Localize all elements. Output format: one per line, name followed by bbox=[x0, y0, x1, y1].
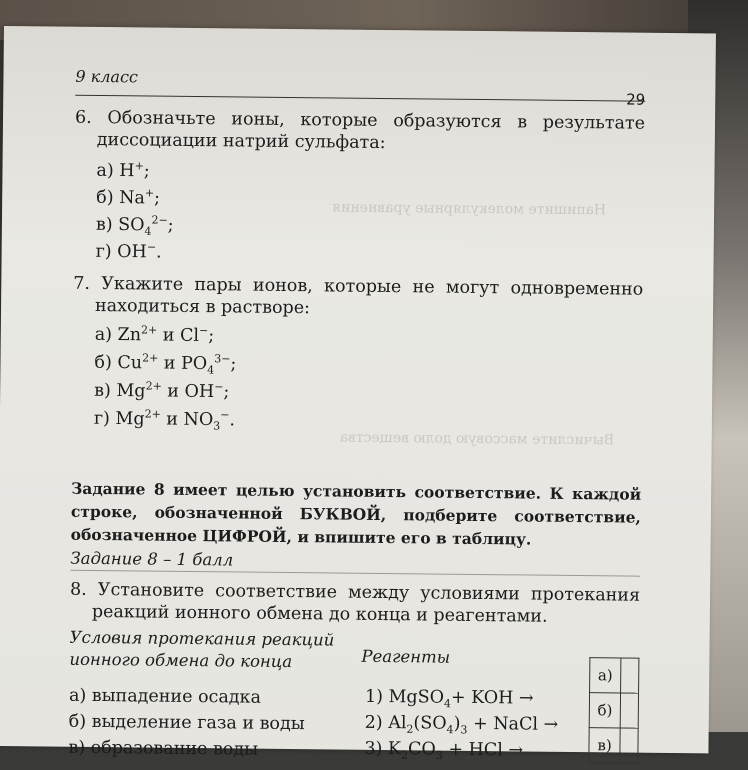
page-header bbox=[75, 66, 646, 109]
question-7-line1: 7. Укажите пары ионов, которые не могут одновременно bbox=[73, 273, 644, 300]
q7-option-a: а) $Zn^{2+}$ и Cl−; bbox=[94, 323, 215, 347]
reagents-header: Реагенты bbox=[361, 646, 451, 667]
question-6-line2: диссоциации натрий сульфата: bbox=[96, 129, 386, 154]
q6-option-a: а) H+; bbox=[96, 159, 150, 182]
reagent-1: 1) MgSO$_4$+ KOH → bbox=[364, 686, 534, 711]
condition-c: в) образование воды bbox=[68, 737, 259, 760]
q7-option-c: в) $Mg^{2+}$ и OH−; bbox=[94, 379, 230, 403]
answer-row-label: а) bbox=[590, 658, 622, 693]
question-8-line1: 8. Установите соответствие между условиями протекания bbox=[69, 579, 641, 606]
answer-row bbox=[589, 728, 638, 764]
answer-row bbox=[590, 658, 639, 694]
condition-a: а) выпадение осадка bbox=[68, 685, 262, 708]
answer-cell[interactable] bbox=[620, 728, 638, 763]
answer-row bbox=[589, 693, 638, 729]
question-8-line2: реакций ионного обмена до конца и реагентами. bbox=[91, 601, 548, 627]
answer-table bbox=[588, 657, 639, 764]
task-8-instruction: Задание 8 имеет целью установить соответствие. К каждой строке, обозначенной БУКВОЙ, подберите соответствие, обозначенное ЦИФРОЙ, и впишите его в таблицу. bbox=[70, 478, 642, 549]
book-page bbox=[0, 26, 716, 763]
grade-label: 9 класс bbox=[75, 66, 139, 87]
bleed-through-text: Напишите молекулярные уравнения bbox=[332, 199, 607, 219]
condition-b: б) выделение газа и воды bbox=[68, 711, 305, 735]
answer-cell[interactable] bbox=[621, 658, 639, 693]
q6-option-d: г) OH−. bbox=[95, 240, 162, 263]
question-8 bbox=[70, 579, 640, 629]
answer-cell[interactable] bbox=[620, 693, 638, 728]
conditions-header: Условия протекания реакций ионного обмена до конца bbox=[69, 627, 335, 672]
reagent-3: 3) $K_2CO_3$ + HCl → bbox=[364, 738, 524, 763]
question-6-line1: 6. Обозначьте ионы, которые образуются в результате bbox=[74, 107, 646, 134]
q6-option-c: в) $SO_4^{2-}$; bbox=[95, 213, 174, 238]
task-8-title: Задание 8 – 1 балл bbox=[70, 549, 640, 577]
question-7-line2: находиться в растворе: bbox=[94, 295, 311, 319]
q7-option-d: г) $Mg^{2+}$ и $NO_3^-$. bbox=[93, 407, 236, 433]
bleed-through-text: Вычислите массовую долю вещества bbox=[339, 429, 615, 449]
page-number: 29 bbox=[626, 90, 646, 109]
question-7 bbox=[73, 273, 643, 323]
question-6 bbox=[75, 107, 645, 157]
q7-option-b: б) $Cu^{2+}$ и $PO_4^{3-}$; bbox=[94, 351, 237, 377]
answer-row-label: б) bbox=[589, 693, 621, 728]
q6-option-b: б) Na+; bbox=[96, 186, 161, 209]
reagent-2: 2) $Al_2(SO_4)_3$ + NaCl → bbox=[364, 712, 559, 737]
answer-row-label: в) bbox=[589, 728, 621, 763]
